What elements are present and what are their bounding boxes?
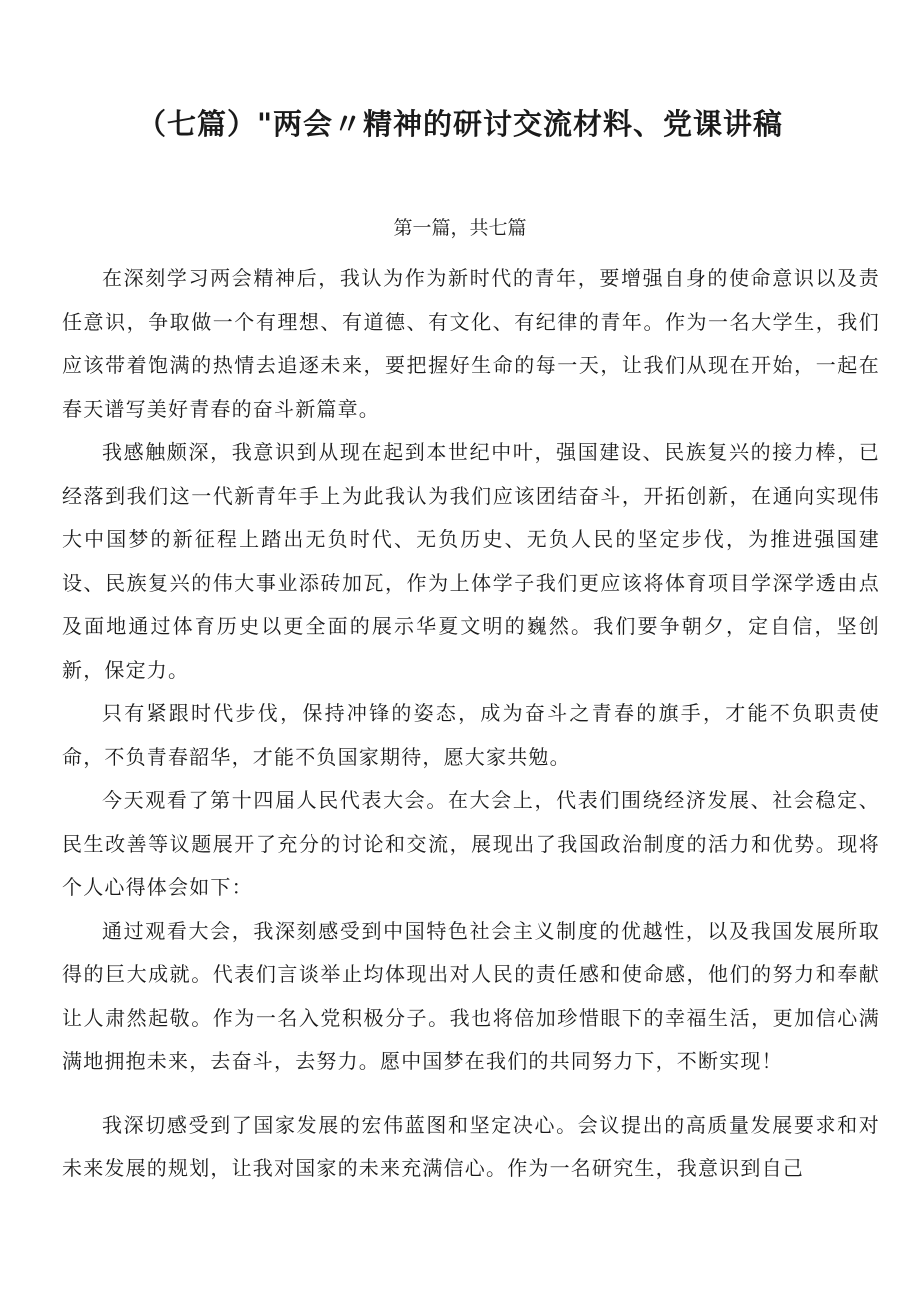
section-subtitle: 第一篇，共七篇	[393, 217, 527, 239]
document-body	[62, 257, 880, 1191]
paragraph-1: 在深刻学习两会精神后，我认为作为新时代的青年，要增强自身的使命意识以及责任意识，争取做一个有理想、有道德、有文化、有纪律的青年。作为一名大学生，我们应该带着饱满的热情去追逐未来，要把握好生命的每一天，让我们从现在开始，一起在春天谱写美好青春的奋斗新篇章。	[62, 266, 880, 421]
paragraph-5: 通过观看大会，我深刻感受到中国特色社会主义制度的优越性，以及我国发展所取得的巨大成就。代表们言谈举止均体现出对人民的责任感和使命感，他们的努力和奉献让人肃然起敬。作为一名入党积极分子。我也将倍加珍惜眼下的幸福生活，更加信心满满地拥抱未来，去奋斗，去努力。愿中国梦在我们的共同努力下，不断实现！	[62, 918, 880, 1073]
document-title: （七篇）"两会〃精神的研讨交流材料、党课讲稿	[136, 107, 784, 141]
paragraph-3: 只有紧跟时代步伐，保持冲锋的姿态，成为奋斗之青春的旗手，才能不负职责使命，不负青春韶华，才能不负国家期待，愿大家共勉。	[62, 701, 880, 769]
paragraph-4: 今天观看了第十四届人民代表大会。在大会上，代表们围绕经济发展、社会稳定、民生改善等议题展开了充分的讨论和交流，展现出了我国政治制度的活力和优势。现将个人心得体会如下：	[62, 788, 880, 899]
paragraph-2: 我感触颇深，我意识到从现在起到本世纪中叶，强国建设、民族复兴的接力棒，已经落到我们这一代新青年手上为此我认为我们应该团结奋斗，开拓创新，在通向实现伟大中国梦的新征程上踏出无负时代、无负历史、无负人民的坚定步伐，为推进强国建设、民族复兴的伟大事业添砖加瓦，作为上体学子我们更应该将体育项目学深学透由点及面地通过体育历史以更全面的展示华夏文明的巍然。我们要争朝夕，定自信，坚创新，保定力。	[62, 440, 880, 682]
paragraph-6: 我深切感受到了国家发展的宏伟蓝图和坚定决心。会议提出的高质量发展要求和对未来发展的规划，让我对国家的未来充满信心。作为一名研究生，我意识到自己	[62, 1112, 880, 1180]
